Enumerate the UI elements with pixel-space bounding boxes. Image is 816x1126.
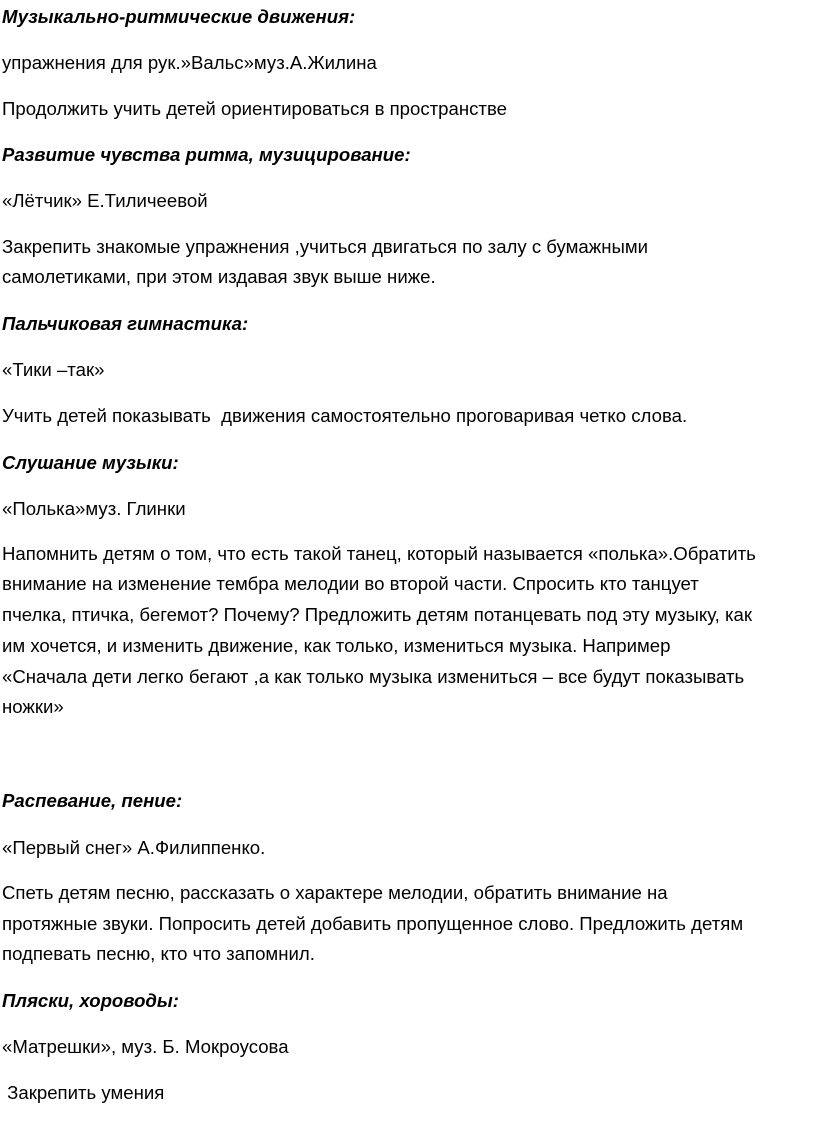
section-description-skills: Закрепить умения: [2, 1082, 165, 1103]
section-description-line: подпевать песню, кто что запомнил.: [2, 943, 315, 964]
section-description-line: Напомнить детям о том, что есть такой танец, который называется «полька».Обратить: [2, 543, 756, 564]
section-heading-listening: Слушание музыки:: [2, 452, 179, 473]
section-description-line: «Сначала дети легко бегают ,а как только музыка измениться – все будут показывать: [2, 666, 745, 687]
section-description-finger: Учить детей показывать движения самостоятельно проговаривая четко слова.: [2, 405, 688, 426]
section-description-line: им хочется, и изменить движение, как только, измениться музыка. Например: [2, 635, 671, 656]
section-heading-musical-rhythmic: Музыкально-ритмические движения:: [2, 6, 356, 27]
section-title-first-snow: «Первый снег» А.Филиппенко.: [2, 837, 266, 858]
section-description-line: пчелка, птичка, бегемот? Почему? Предложить детям потанцевать под эту музыку, как: [2, 604, 753, 625]
section-title-matryoshki: «Матрешки», муз. Б. Мокроусова: [2, 1036, 289, 1057]
section-description-line: самолетиками, при этом издавая звук выше ниже.: [2, 266, 436, 287]
section-description-line: Закрепить знакомые упражнения ,учиться двигаться по залу с бумажными: [2, 236, 649, 257]
section-description-line: Спеть детям песню, рассказать о характере мелодии, обратить внимание на: [2, 882, 668, 903]
section-description-line: ножки»: [2, 696, 64, 717]
section-heading-dances: Пляски, хороводы:: [2, 990, 179, 1011]
section-title-polka: «Полька»муз. Глинки: [2, 498, 186, 519]
section-title-waltz: упражнения для рук.»Вальс»муз.А.Жилина: [2, 52, 377, 73]
section-heading-rhythm: Развитие чувства ритма, музицирование:: [2, 144, 411, 165]
section-description-line: протяжные звуки. Попросить детей добавить пропущенное слово. Предложить детям: [2, 913, 744, 934]
section-heading-finger-gymnastics: Пальчиковая гимнастика:: [2, 313, 249, 334]
section-title-tiki-tak: «Тики –так»: [2, 359, 105, 380]
section-heading-singing: Распевание, пение:: [2, 790, 183, 811]
section-title-pilot: «Лётчик» Е.Тиличеевой: [2, 190, 208, 211]
section-description-orientation: Продолжить учить детей ориентироваться в пространстве: [2, 98, 507, 119]
section-description-line: внимание на изменение тембра мелодии во второй части. Спросить кто танцует: [2, 573, 699, 594]
